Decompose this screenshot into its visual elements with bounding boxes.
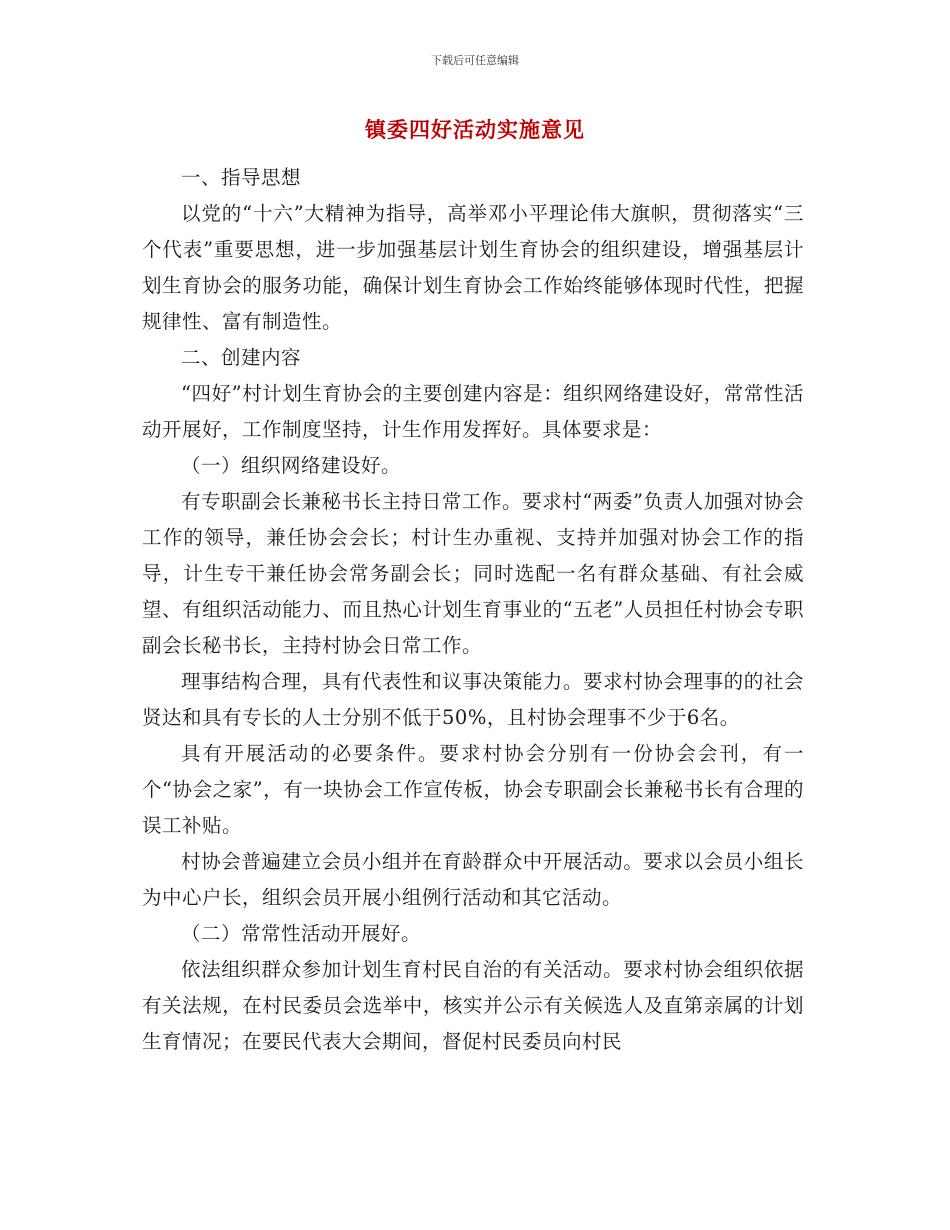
- paragraph-self-governance: 依法组织群众参加计划生育村民自治的有关活动。要求村协会组织依据有关法规，在村民委员会选举中，核实并公示有关候选人及直第亲属的计划生育情况；在要民代表大会期间，督促村民委员向村民: [142, 958, 804, 1053]
- document-body: [142, 160, 804, 1060]
- paragraph-member-groups: 村协会普遍建立会员小组并在育龄群众中开展活动。要求以会员小组长为中心户长，组织会员开展小组例行活动和其它活动。: [142, 850, 804, 909]
- subsection-heading-organization: （一）组织网络建设好。: [181, 454, 402, 477]
- paragraph-guiding-ideology: 以党的“十六”大精神为指导，高举邓小平理论伟大旗帜，贯彻落实“三个代表”重要思想，进一步加强基层计划生育协会的组织建设，增强基层计划生育协会的服务功能，确保计划生育协会工作始终能够体现时代性，把握规律性、富有制造性。: [142, 202, 804, 333]
- paragraph-conditions: 具有开展活动的必要条件。要求村协会分别有一份协会会刊，有一个“协会之家”，有一块协会工作宣传板，协会专职副会长兼秘书长有合理的误工补贴。: [142, 742, 804, 837]
- paragraph-vice-president: 有专职副会长兼秘书长主持日常工作。要求村“两委”负责人加强对协会工作的领导，兼任协会会长；村计生办重视、支持并加强对协会工作的指导，计生专干兼任协会常务副会长；同时选配一名有群众基础、有社会威望、有组织活动能力、而且热心计划生育事业的“五老”人员担任村协会专职副会长秘书长，主持村协会日常工作。: [142, 490, 804, 657]
- header-note: 下载后可任意编辑: [431, 54, 519, 67]
- paragraph-four-goods-overview: “四好”村计划生育协会的主要创建内容是：组织网络建设好，常常性活动开展好，工作制度坚持，计生作用发挥好。具体要求是：: [142, 382, 804, 441]
- subsection-heading-activities: （二）常常性活动开展好。: [181, 922, 422, 945]
- paragraph-council-structure: 理事结构合理，具有代表性和议事决策能力。要求村协会理事的的社会贤达和具有专长的人士分别不低于50%，且村协会理事不少于6名。: [142, 670, 804, 729]
- document-title: 镇委四好活动实施意见: [365, 117, 585, 142]
- section-heading-guiding-ideology: 一、指导思想: [181, 166, 302, 189]
- section-heading-content: 二、创建内容: [181, 346, 302, 369]
